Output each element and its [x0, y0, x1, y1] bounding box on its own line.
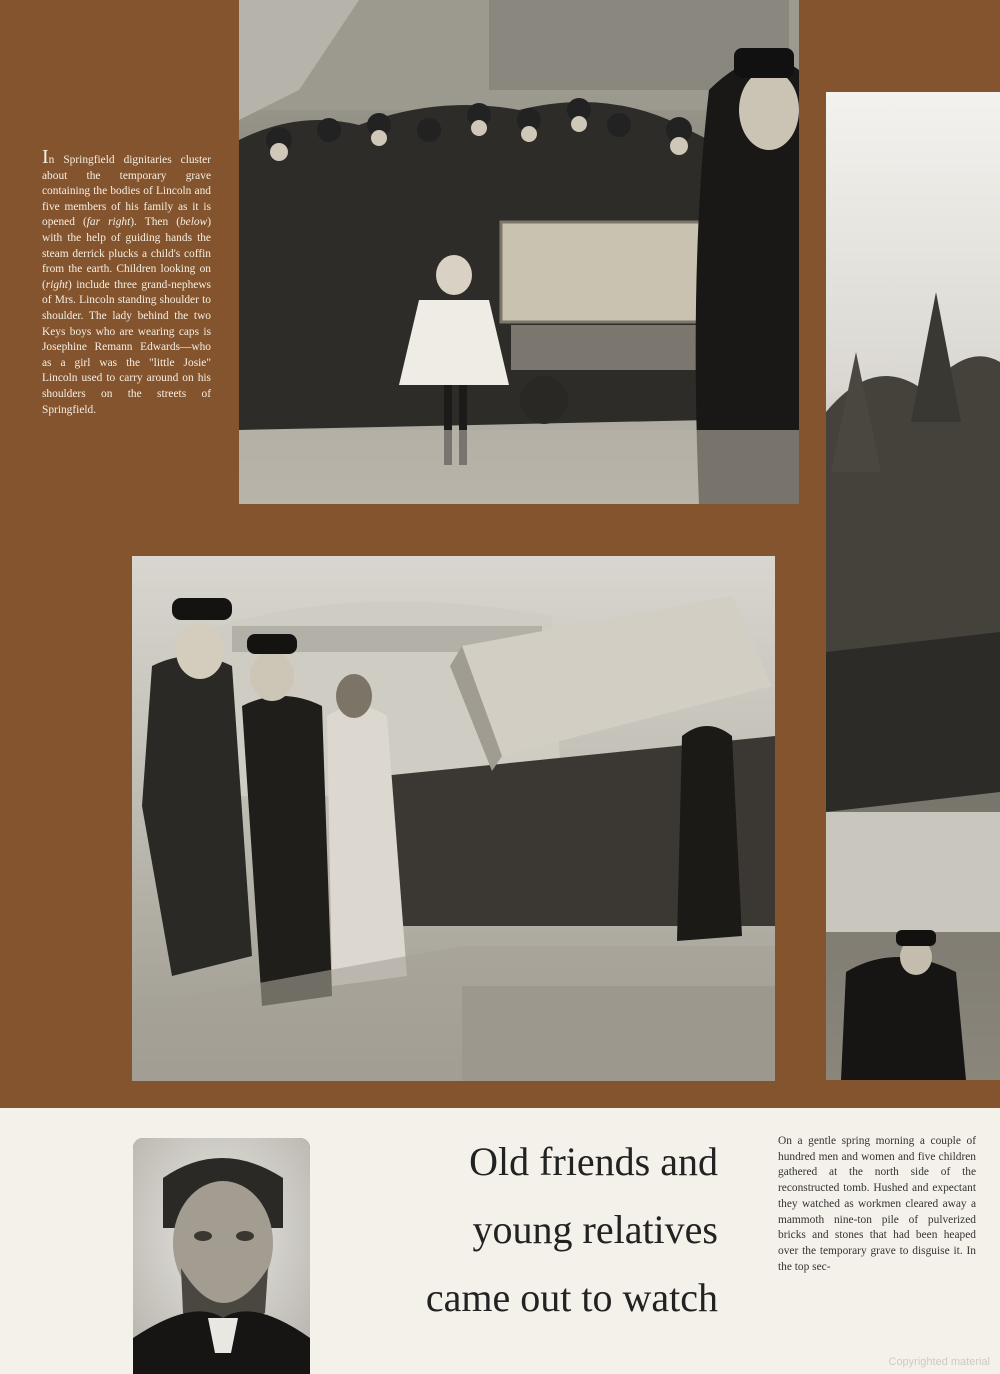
headline-line-2: young relatives	[472, 1207, 718, 1252]
caption-drop-cap: I	[42, 146, 49, 168]
photo-coffin-lifted	[132, 556, 775, 1081]
photo-lincoln-portrait	[133, 1138, 310, 1374]
caption-text-6: right	[45, 278, 68, 291]
article-body-text: On a gentle spring morning a couple of hundred men and women and five children gathered at the north side of the reconstructed tomb. Hushed and expectant they watched as workmen cleared away a mammoth nine-ton pile of pulverized bricks and stones that had been heaped over the temporary grave to disguise it. In the top sec-	[778, 1135, 976, 1273]
caption-text-1: n Springfield dignitaries cluster about the temporary grave containing the bodies of Lincoln and five members of his family as it is opened (	[42, 154, 211, 229]
photo-crowd-at-grave	[239, 0, 799, 504]
caption-text-3: ). Then (	[130, 216, 180, 229]
headline-line-3: came out to watch	[425, 1275, 718, 1320]
photo-caption	[42, 146, 211, 418]
caption-text-7: ) include three grand-nephews of Mrs. Lincoln standing shoulder to shoulder. The lady behind the two Keys boys who are wearing caps is Josephine Remann Edwards—who as a girl was the "little Josie" Lincoln used to carry around on his shoulders on the streets of Springfield.	[42, 278, 211, 416]
copyright-watermark: Copyrighted material	[888, 1356, 990, 1368]
caption-text-4: below	[179, 216, 208, 229]
photo-crowd-among-trees	[826, 92, 1000, 1080]
caption-text-2: far right	[86, 216, 131, 229]
headline	[350, 1128, 718, 1332]
caption-text-5: ) with the help of guiding hands the steam derrick plucks a child's coffin from the earth. Children looking on (	[42, 216, 211, 291]
headline-line-1: Old friends and	[469, 1139, 718, 1184]
